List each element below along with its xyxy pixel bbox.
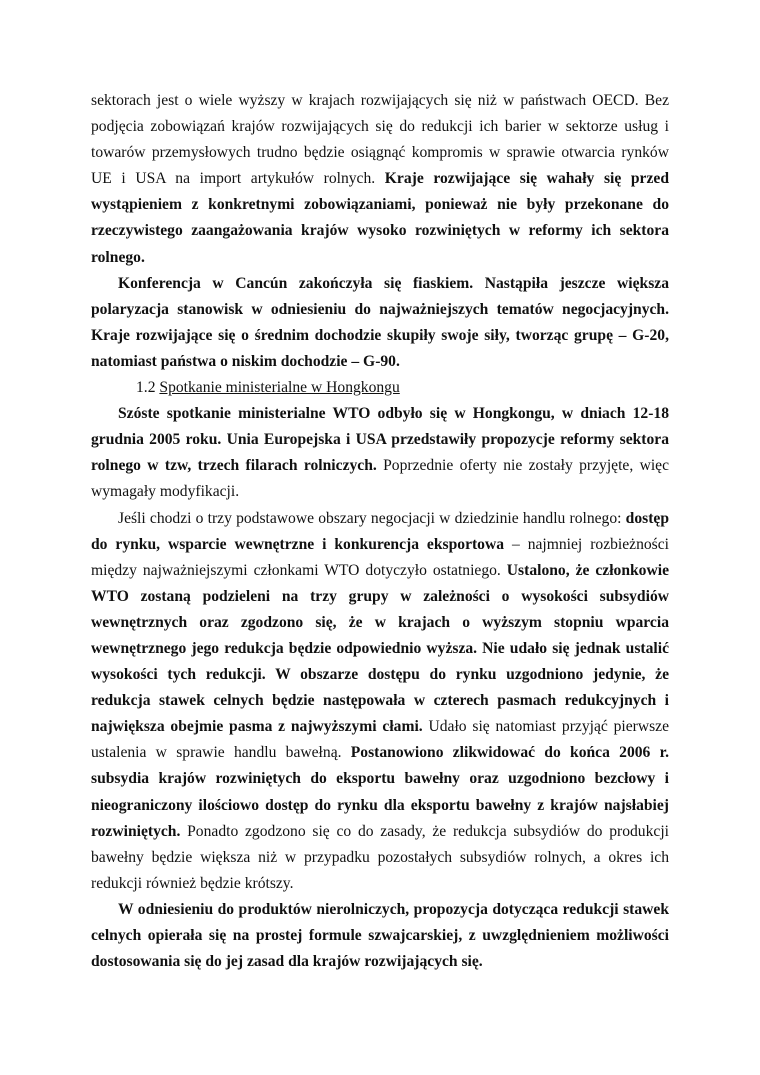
paragraph-2-bold-1: Konferencja w Cancún zakończyła się fiaskiem. Nastąpiła jeszcze większa polaryzacja stanowisk w odniesieniu do najważniejszych tematów negocjacyjnych. Kraje rozwijające się o średnim dochodzie skupiły swoje siły, tworząc grupę – G-20, natomiast państwa o niskim dochodzie – G-90.: [91, 274, 669, 370]
paragraph-4-text-1: Jeśli chodzi o trzy podstawowe obszary negocjacji w dziedzinie handlu rolnego:: [118, 509, 626, 527]
paragraph-4-bold-2: Ustalono, że członkowie WTO zostaną podzieleni na trzy grupy w zależności o wysokości subsydiów wewnętrznych oraz zgodzono się, że w krajach o wyższym stopniu wparcia wewnętrznego jego redukcja będzie odpowiednio wyższa. Nie udało się jednak ustalić wysokości tych redukcji. W obszarze dostępu do rynku uzgodniono jedynie, że redukcja stawek celnych będzie następowała w czterech pasmach redukcyjnych i największa obejmie pasma z najwyższymi cłami.: [91, 561, 669, 736]
paragraph-4-bold-1: dostęp do rynku, wsparcie wewnętrzne i konkurencja eksportowa: [91, 509, 669, 553]
paragraph-4-bold-3: Postanowiono zlikwidować do końca 2006 r. subsydia krajów rozwiniętych do eksportu bawełny oraz uzgodniono bezcłowy i nieograniczony ilościowo dostęp do rynku dla eksportu bawełny z krajów najsłabiej rozwiniętych.: [91, 744, 669, 840]
paragraph-1: [91, 88, 669, 271]
paragraph-4-text-2: – najmniej rozbieżności między najważniejszymi członkami WTO dotyczyło ostatniego.: [91, 535, 669, 579]
paragraph-1-text-1: sektorach jest o wiele wyższy w krajach rozwijających się niż w państwach OECD. Bez podjęcia zobowiązań krajów rozwijających się do redukcji ich barier w sektorze usług i towarów przemysłowych trudno będzie osiągnąć kompromis w sprawie otwarcia rynków UE i USA na import artykułów rolnych.: [91, 92, 669, 188]
paragraph-3-text-1: Poprzednie oferty nie zostały przyjęte, więc wymagały modyfikacji.: [91, 457, 670, 501]
paragraph-1-bold-1: Kraje rozwijające się wahały się przed wystąpieniem z konkretnymi zobowiązaniami, ponieważ nie były przekonane do rzeczywistego zaangażowania krajów wysoko rozwiniętych w reformy ich sektora rolnego.: [91, 170, 669, 266]
document-page: [91, 88, 669, 975]
paragraph-3-bold-1: Szóste spotkanie ministerialne WTO odbyło się w Hongkongu, w dniach 12-18 grudnia 2005 roku. Unia Europejska i USA przedstawiły propozycje reformy sektora rolnego w tzw, trzech filarach rolniczych.: [91, 405, 669, 475]
paragraph-3: [91, 401, 669, 505]
paragraph-5-bold-1: W odniesieniu do produktów nierolniczych, propozycja dotycząca redukcji stawek celnych opierała się na prostej formule szwajcarskiej, z uwzględnieniem możliwości dostosowania się do jej zasad dla krajów rozwijających się.: [91, 900, 669, 971]
paragraph-5: [91, 897, 669, 975]
paragraph-4: [91, 506, 669, 897]
paragraph-4-text-4: Ponadto zgodzono się co do zasady, że redukcja subsydiów do produkcji bawełny będzie większa niż w przypadku pozostałych subsydiów rolnych, a okres ich redukcji również będzie krótszy.: [91, 822, 669, 892]
section-title: Spotkanie ministerialne w Hongkongu: [159, 379, 400, 397]
section-heading: [91, 375, 669, 401]
paragraph-2: [91, 271, 669, 375]
paragraph-4-text-3: Udało się natomiast przyjąć pierwsze ustalenia w sprawie handlu bawełną.: [91, 718, 669, 762]
section-number: 1.2: [136, 379, 156, 397]
